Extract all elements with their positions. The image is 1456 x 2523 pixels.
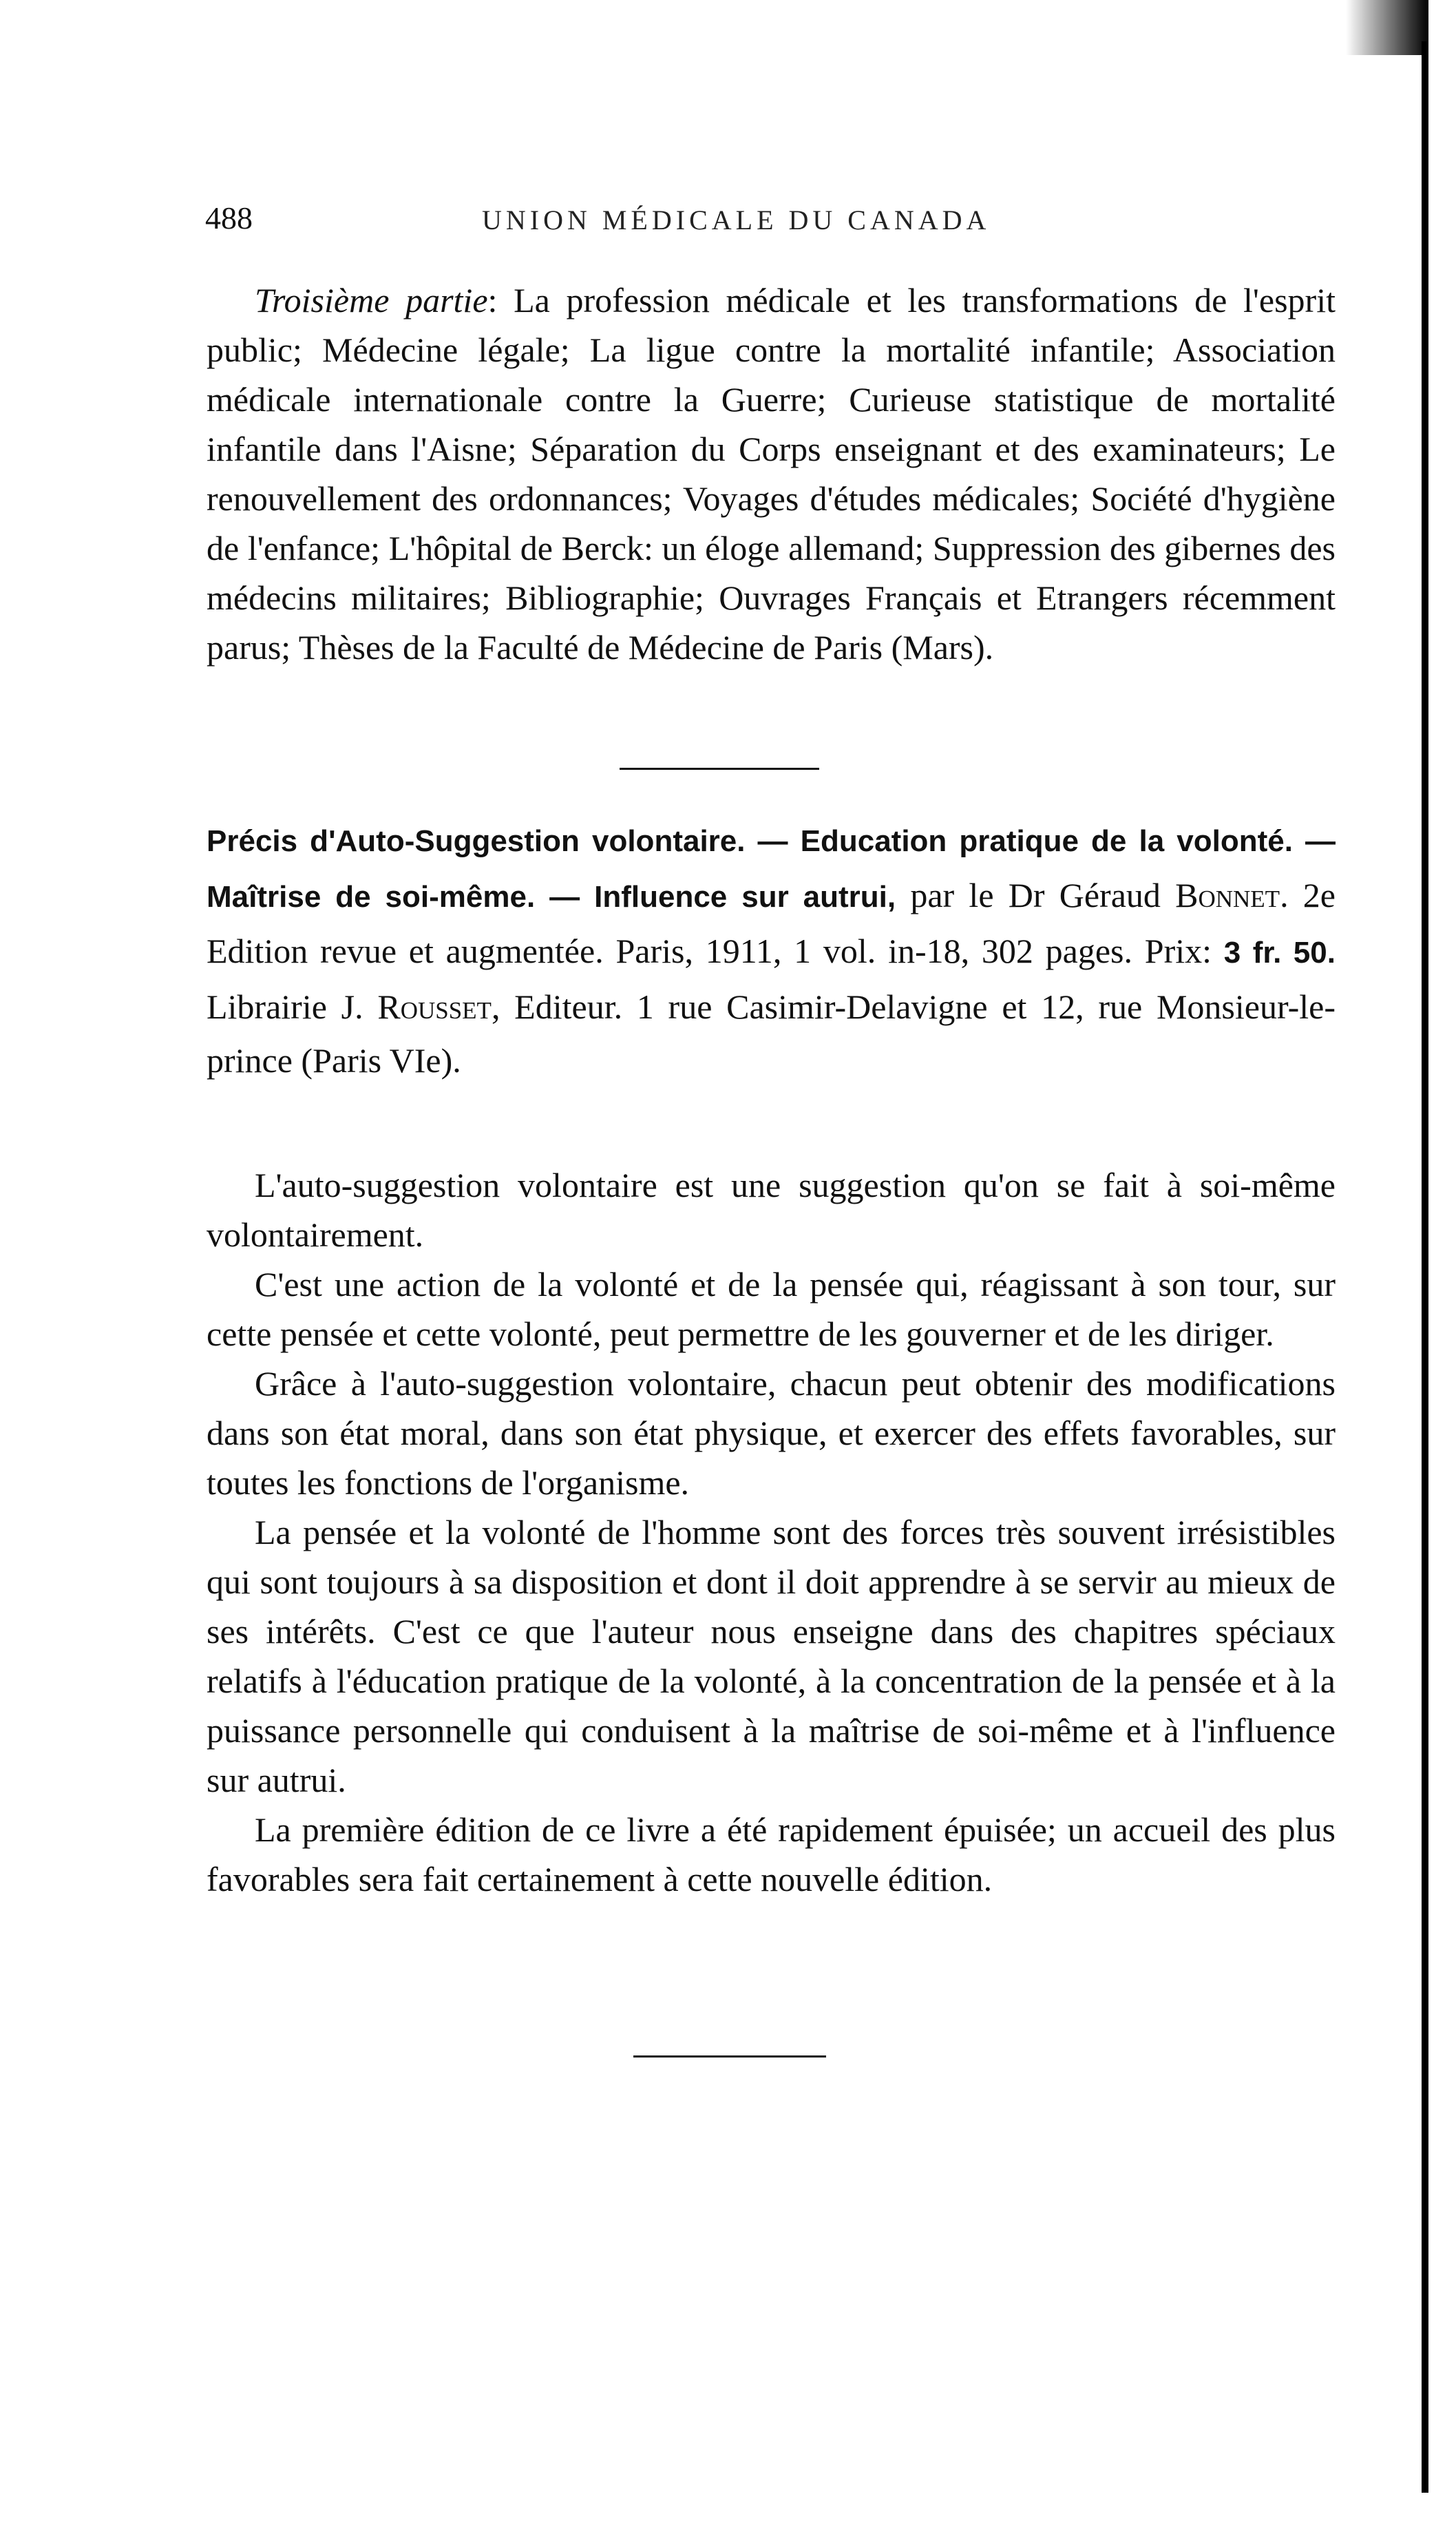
contents-section — [207, 275, 1336, 672]
page-binding-edge — [1422, 41, 1428, 2493]
review-edition: . 2e Edition revue et augmentée. Paris, 1911, 1 vol. in-18, 302 pages. Prix: — [207, 876, 1336, 970]
page-number: 488 — [205, 200, 253, 235]
book-review-heading — [207, 813, 1336, 1087]
contents-paragraph — [207, 275, 1336, 672]
review-price: 3 fr. 50. — [1223, 936, 1336, 970]
review-publisher-name: Rousset — [377, 987, 492, 1026]
review-publisher-post: , Editeur. 1 rue Casimir-Delavigne et 12, rue Monsieur-le-prince (Paris VIe). — [207, 987, 1336, 1080]
review-book-title: Précis d'Auto-Suggestion volontaire. — Education pratique de la volonté. — Maîtrise de soi-même. — Influence sur autrui, — [207, 824, 1336, 914]
body-paragraph-5: La première édition de ce livre a été rapidement épuisée; un accueil des plus favorables sera fait certainement à cette nouvelle édition. — [207, 1810, 1336, 1898]
body-paragraph-1: L'auto-suggestion volontaire est une suggestion qu'on se fait à soi-même volontairement. — [207, 1166, 1336, 1254]
review-publisher-pre: Librairie J. — [207, 987, 378, 1026]
contents-lead: Troisième partie — [255, 281, 488, 320]
body-paragraph-2: C'est une action de la volonté et de la pensée qui, réagissant à son tour, sur cette pensée et cette volonté, peut permettre de les gouverner et de les diriger. — [207, 1265, 1336, 1353]
review-body — [207, 1160, 1336, 1904]
running-title: UNION MÉDICALE DU CANADA — [482, 205, 991, 235]
review-by: par le Dr Géraud — [896, 876, 1176, 914]
review-author: Bonnet — [1175, 876, 1280, 914]
body-paragraph-4: La pensée et la volonté de l'homme sont des forces très souvent irrésistibles qui sont toujours à sa disposition et dont il doit apprendre à se servir au mieux de ses intérêts. C'est ce que l'auteur nous enseigne dans des chapitres spéciaux relatifs à l'éducation pratique de la volonté, à la concentration de la pensée et à la puissance personnelle qui conduisent à la maîtrise de soi-même et à l'influence sur autrui. — [207, 1513, 1336, 1799]
review-citation — [207, 813, 1336, 1087]
section-divider — [620, 768, 819, 770]
end-divider — [633, 2055, 826, 2058]
body-paragraph-3: Grâce à l'auto-suggestion volontaire, chacun peut obtenir des modifications dans son état moral, dans son état physique, et exercer des effets favorables, sur toutes les fonctions de l'organisme. — [207, 1364, 1336, 1502]
contents-text: : La profession médicale et les transformations de l'esprit public; Médecine légale; La ligue contre la mortalité infantile; Association médicale internationale contre la Guerre; Curieuse statistique de mortalité infantile dans l'Aisne; Séparation du Corps enseignant et des examinateurs; Le renouvellement des ordonnances; Voyages d'études médicales; Société d'hygiène de l'enfance; L'hôpital de Berck: un éloge allemand; Suppression des gibernes des médecins militaires; Bibliographie; Ouvrages Français et Etrangers récemment parus; Thèses de la Faculté de Médecine de Paris (Mars). — [207, 281, 1336, 667]
